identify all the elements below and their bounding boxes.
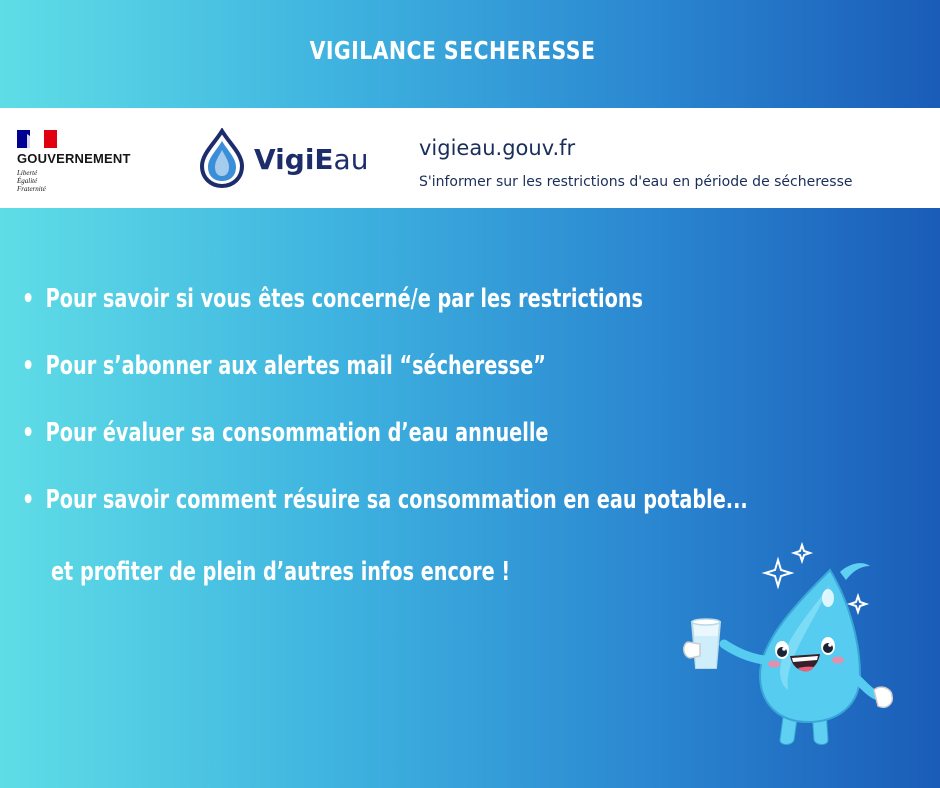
logo-text-bold: VigiE — [254, 143, 334, 176]
list-item — [22, 418, 548, 448]
list-item — [22, 284, 643, 314]
list-item-text: Pour savoir comment résuire sa consommation en eau potable... — [45, 485, 748, 515]
sparkle-icon — [850, 596, 866, 612]
list-item — [22, 485, 748, 515]
water-drop-mascot — [680, 540, 900, 755]
bullet-dot: • — [22, 284, 35, 314]
motto-line: Fraternité — [17, 185, 46, 193]
site-tagline: S'informer sur les restrictions d'eau en période de sécheresse — [419, 174, 853, 190]
government-name: GOUVERNEMENT — [17, 151, 131, 166]
vigieau-logo — [196, 128, 396, 188]
motto-line: Égalité — [17, 177, 38, 185]
list-item — [22, 351, 546, 381]
motto-line: Liberté — [17, 169, 38, 177]
bullet-dot: • — [22, 418, 35, 448]
page-title: VIGILANCE SECHERESSE — [309, 36, 596, 65]
list-item-text: Pour évaluer sa consommation d’eau annuelle — [45, 418, 549, 448]
list-item-text: Pour savoir si vous êtes concerné/e par les restrictions — [45, 284, 644, 314]
water-drop-icon — [196, 128, 248, 188]
government-motto — [17, 169, 46, 193]
bullet-dot: • — [22, 485, 35, 515]
list-item-text: Pour s’abonner aux alertes mail “sécheresse” — [45, 351, 546, 381]
logo-text-light: au — [333, 143, 369, 176]
bullet-dot: • — [22, 351, 35, 381]
french-flag-icon — [17, 130, 57, 148]
site-url[interactable]: vigieau.gouv.fr — [419, 136, 576, 160]
sparkle-icon — [794, 545, 810, 561]
logo-text — [254, 143, 368, 176]
header-banner — [0, 108, 940, 208]
extra-info-line: et profiter de plein d’autres infos encore ! — [51, 557, 511, 587]
sparkle-icon — [765, 560, 791, 586]
